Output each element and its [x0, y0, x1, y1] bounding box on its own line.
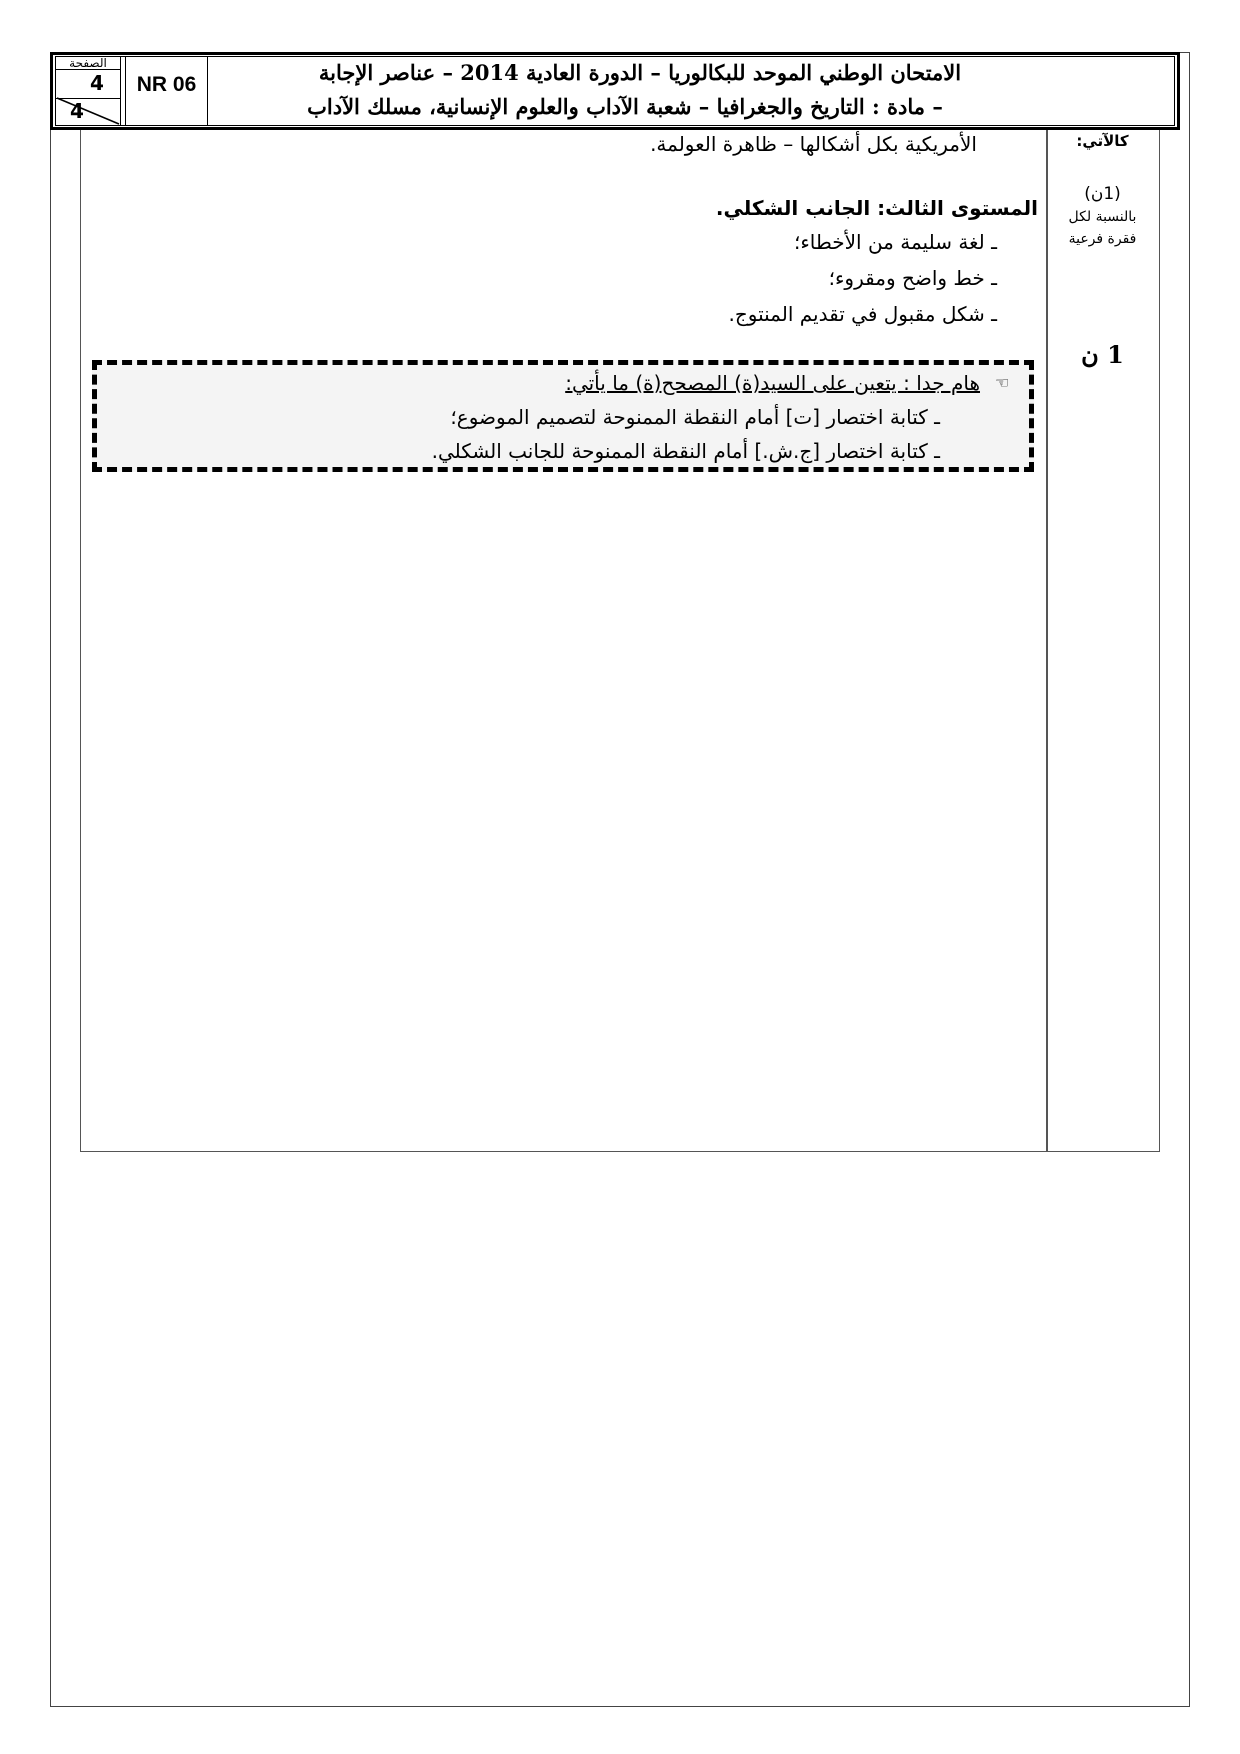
- list-item: ـ شكل مقبول في تقديم المنتوج.: [728, 302, 997, 326]
- list-item: ـ لغة سليمة من الأخطاء؛: [794, 230, 997, 254]
- marking-note-line1: بالنسبة لكل: [1068, 209, 1137, 225]
- continued-text: الأمريكية بكل أشكالها – ظاهرة العولمة.: [650, 132, 977, 156]
- page-divider: [55, 98, 121, 99]
- notice-item: ـ كتابة اختصار [ج.ش.] أمام النقطة الممنوحة للجانب الشكلي.: [431, 439, 940, 463]
- exam-title: الامتحان الوطني الموحد للبكالوريا – الدورة العادية 2014 – عناصر الإجابة: [318, 60, 962, 85]
- marking-points: (1ن): [1084, 184, 1121, 204]
- notice-item: ـ كتابة اختصار [ت] أمام النقطة الممنوحة لتصميم الموضوع؛: [450, 405, 940, 429]
- marking-keyword: كالآتي:: [1076, 132, 1129, 150]
- level-heading: المستوى الثالث: الجانب الشكلي.: [715, 196, 1038, 220]
- answer-table: [80, 130, 1160, 1152]
- column-divider: [1046, 130, 1048, 1152]
- notice-title: هام جدا : يتعين على السيد(ة) المصحح(ة) ما يأتي:: [565, 371, 980, 395]
- page-current: 4: [90, 71, 104, 95]
- exam-subject: – مادة : التاريخ والجغرافيا – شعبة الآداب والعلوم الإنسانية، مسلك الآداب: [307, 94, 943, 119]
- marking-score: 1 ن: [1081, 340, 1124, 369]
- hand-pointer-icon: ☜: [994, 373, 1010, 392]
- list-item: ـ خط واضح ومقروء؛: [828, 266, 997, 290]
- page-label: الصفحة: [55, 56, 121, 70]
- exam-code: NR 06: [136, 73, 197, 96]
- marking-note-line2: فقرة فرعية: [1068, 231, 1137, 247]
- page-total: 4: [70, 99, 84, 123]
